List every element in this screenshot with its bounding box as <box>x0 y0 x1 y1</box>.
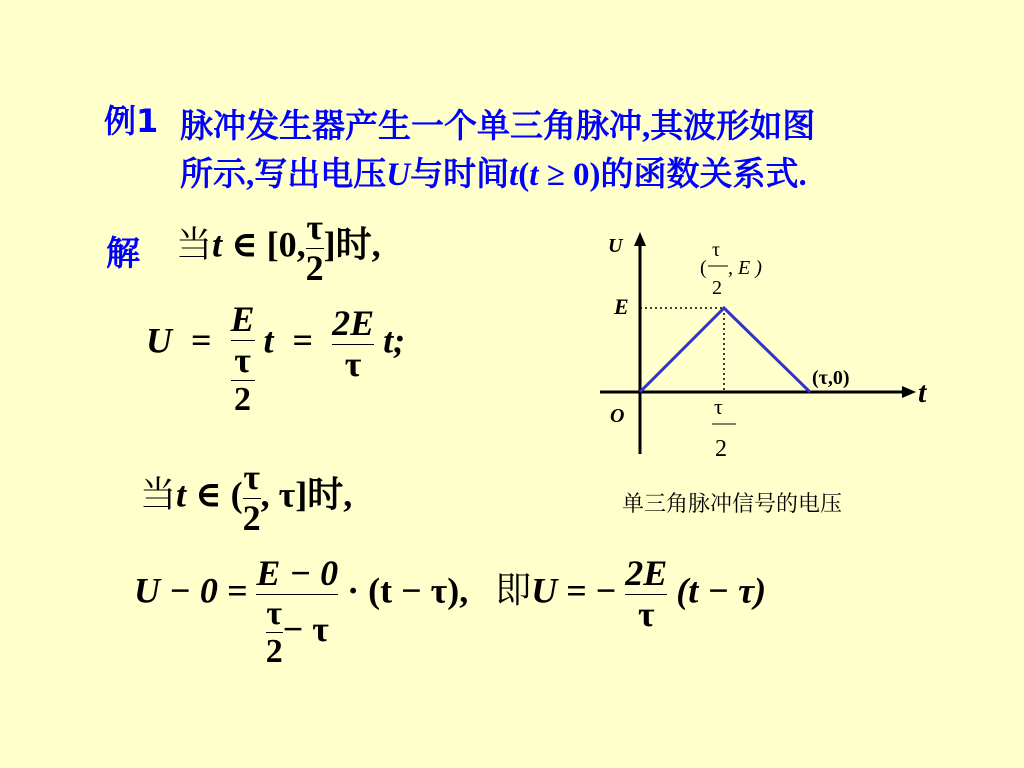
end-point-label: (τ,0) <box>812 367 850 389</box>
fraction-2E-over-tau: $\frac{2E}{\tau}$ <box>332 303 375 384</box>
fraction-slope: E − 0 $\frac{\tau}{2}$ − τ <box>256 553 339 670</box>
fraction-E-over-tau-half: E τ 2 <box>230 299 255 419</box>
y-axis-label: U <box>608 235 623 257</box>
figure-caption: 单三角脉冲信号的电压 <box>622 492 843 517</box>
peak-close: , E ) <box>728 257 762 279</box>
example-line-1: 脉冲发生器产生一个单三角脉冲,其波形如图 <box>180 109 816 145</box>
fraction-tau-over-2-b: $\frac{\tau}{2}$ <box>242 457 261 538</box>
origin-label: O <box>610 405 625 427</box>
equation-1: U = E τ 2 t = $\frac{2E}{\tau}$ t; <box>146 299 406 419</box>
triangle-pulse-figure <box>590 222 950 472</box>
fraction-2E-over-tau-b: $\frac{2E}{\tau}$ <box>625 553 668 634</box>
x-axis-label: t <box>918 376 927 409</box>
peak-open-paren: ( <box>700 257 707 279</box>
tick-tau: τ <box>714 394 723 419</box>
case2-condition: 当t ∈ ( $\frac{\tau}{2}$ , τ]时, <box>140 457 353 538</box>
peak-tau: τ <box>712 239 721 261</box>
pulse-waveform <box>640 308 810 392</box>
y-axis-arrow <box>634 232 646 246</box>
solution-label: 解 <box>106 236 140 273</box>
example-line-2: 所示,写出电压U与时间t(t ≥ 0)的函数关系式. <box>180 157 807 193</box>
tick-two: 2 <box>715 436 727 462</box>
example-label: 例1 <box>104 102 159 140</box>
fraction-tau-over-2: $\frac{\tau}{2}$ <box>305 207 324 288</box>
equation-2: U − 0 = E − 0 $\frac{\tau}{2}$ − τ · (t − τ), 即U = − $\frac{2E}{\tau}$ (t − τ) <box>134 553 767 670</box>
case1-condition: 当t ∈ [0, $\frac{\tau}{2}$ ]时, <box>176 207 381 288</box>
x-axis-arrow <box>902 386 916 398</box>
E-label: E <box>614 294 629 319</box>
peak-two: 2 <box>712 277 722 299</box>
